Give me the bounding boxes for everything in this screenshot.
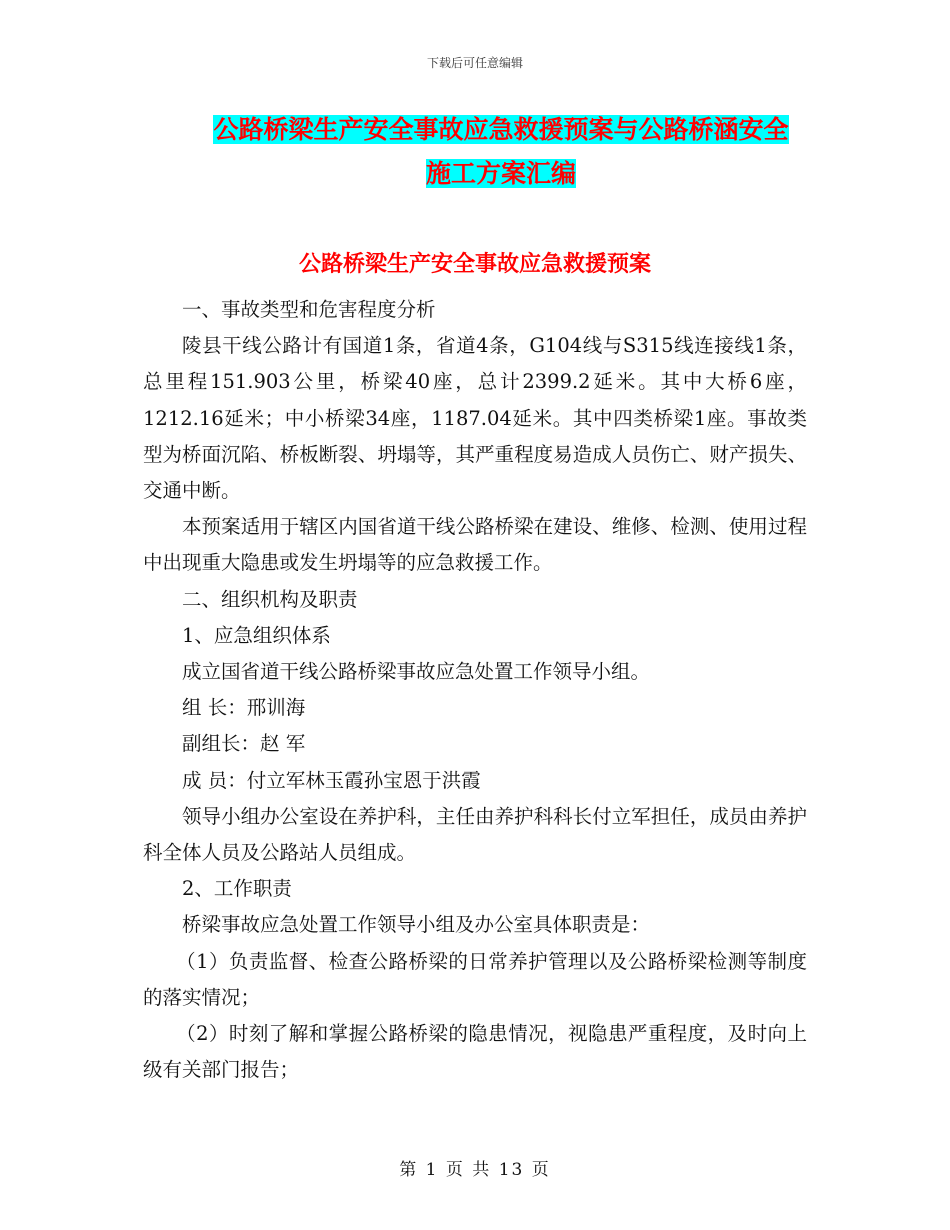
list-item-duty-2: （2）时刻了解和掌握公路桥梁的隐患情况，视隐患严重程度，及时向上级有关部门报告；: [143, 1022, 807, 1082]
heading-duties: 2、工作职责: [182, 877, 292, 901]
paragraph-office: 领导小组办公室设在养护科，主任由养护科科长付立军担任，成员由养护科全体人员及公路站人员组成。: [143, 804, 807, 865]
page-number: 第 1 页 共 13 页: [399, 1160, 551, 1180]
header-note: 下载后可任意编辑: [426, 56, 523, 70]
document-title-line-2: 施工方案汇编: [425, 159, 576, 188]
document-body: [143, 292, 807, 1088]
heading-organization: 二、组织机构及职责: [182, 587, 358, 611]
heading-accident-types: 一、事故类型和危害程度分析: [182, 298, 436, 321]
paragraph-leadership-group: 成立国省道干线公路桥梁事故应急处置工作领导小组。: [182, 660, 651, 684]
paragraph-scope: 本预案适用于辖区内国省道干线公路桥梁在建设、维修、检测、使用过程中出现重大隐患或发生坍塌等的应急救援工作。: [143, 515, 807, 575]
document-title-line-1: 公路桥梁生产安全事故应急救援预案与公路桥涵安全: [213, 115, 789, 144]
heading-emergency-system: 1、应急组织体系: [182, 623, 331, 647]
document-title: [145, 108, 857, 196]
line-members: 成 员：付立军林玉霞孙宝恩于洪霞: [182, 768, 481, 792]
line-group-leader: 组 长：邢训海: [182, 696, 306, 720]
line-deputy-leader: 副组长：赵 军: [182, 732, 306, 756]
list-item-duty-1: （1）负责监督、检查公路桥梁的日常养护管理以及公路桥梁检测等制度的落实情况；: [143, 949, 807, 1009]
section-title: 公路桥梁生产安全事故应急救援预案: [298, 252, 651, 277]
paragraph-duties-intro: 桥梁事故应急处置工作领导小组及办公室具体职责是：: [182, 913, 651, 937]
paragraph-road-overview: 陵县干线公路计有国道1条，省道4条，G104线与S315线连接线1条，总里程151.903公里，桥梁40座，总计2399.2延米。其中大桥6座，1212.16延米；中小桥梁34座，1187.04延米。其中四类桥梁1座。事故类型为桥面沉陷、桥板断裂、坍塌等，其严重程度易造成人员伤亡、财产损失、交通中断。: [143, 334, 807, 503]
